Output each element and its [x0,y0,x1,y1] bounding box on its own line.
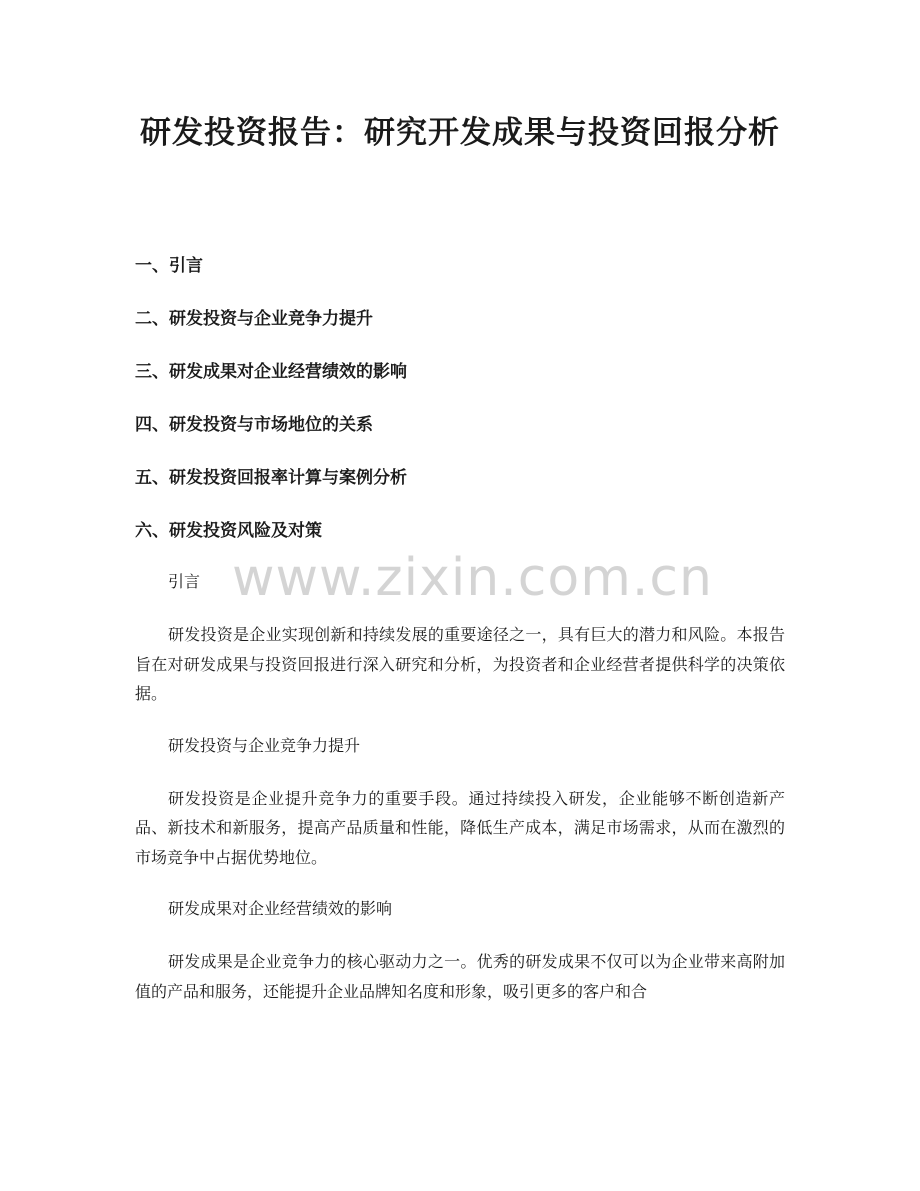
section-paragraph-competitiveness: 研发投资是企业提升竞争力的重要手段。通过持续投入研发，企业能够不断创造新产品、新技术和新服务，提高产品质量和性能，降低生产成本，满足市场需求，从而在激烈的市场竞争中占据优势地位。 [135,788,785,867]
document-body [135,568,785,1029]
section-paragraph-performance: 研发成果是企业竞争力的核心驱动力之一。优秀的研发成果不仅可以为企业带来高附加值的产品和服务，还能提升企业品牌知名度和形象，吸引更多的客户和合 [135,952,785,1001]
toc-item-6: 六、研发投资风险及对策 [135,521,322,541]
toc-item-1: 一、引言 [135,256,203,276]
section-heading-intro: 引言 [168,572,201,591]
document-title: 研发投资报告：研究开发成果与投资回报分析 [140,115,780,151]
toc-item-2: 二、研发投资与企业竞争力提升 [135,309,373,329]
toc-item-5: 五、研发投资回报率计算与案例分析 [135,468,407,488]
section-heading-performance: 研发成果对企业经营绩效的影响 [168,899,393,918]
toc-item-3: 三、研发成果对企业经营绩效的影响 [135,362,407,382]
table-of-contents [135,253,785,571]
watermark: www.zixin.com.cn [232,548,713,608]
section-paragraph-intro: 研发投资是企业实现创新和持续发展的重要途径之一，具有巨大的潜力和风险。本报告旨在对研发成果与投资回报进行深入研究和分析，为投资者和企业经营者提供科学的决策依据。 [135,625,785,703]
section-heading-competitiveness: 研发投资与企业竞争力提升 [168,735,361,755]
toc-item-4: 四、研发投资与市场地位的关系 [135,415,373,435]
